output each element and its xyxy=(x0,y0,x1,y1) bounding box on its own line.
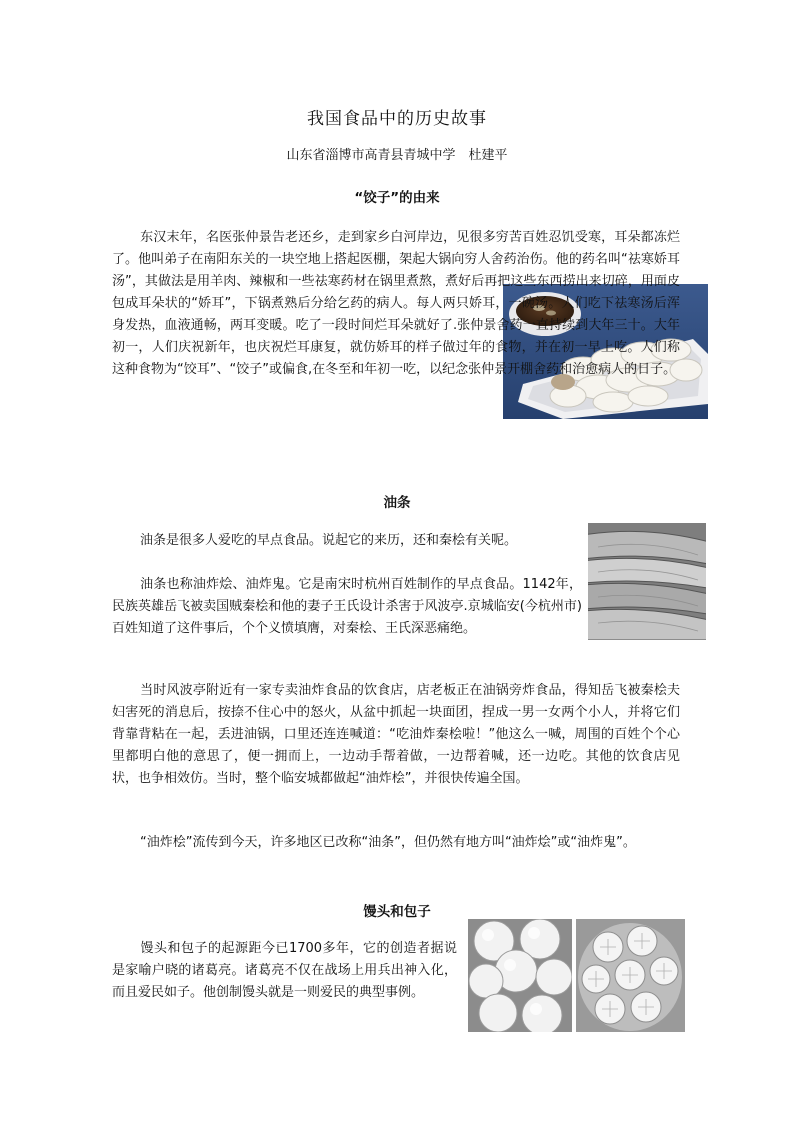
paragraph-text: 馒头和包子的起源距今已1700多年，它的创造者据说是家喻户晓的诸葛亮。诸葛亮不仅在战场上用兵出神入化，而且爱民如子。他创制馒头就是一则爱民的典型事例。 xyxy=(112,941,457,1000)
section-heading-youtiao: 油条 xyxy=(383,495,411,511)
paragraph-text: 东汉末年，名医张仲景告老还乡，走到家乡白河岸边，见很多穷苦百姓忍饥受寒，耳朵都冻烂了。他叫弟子在南阳东关的一块空地上搭起医棚，架起大锅向穷人舍药治伤。他的药名叫“祛寒娇耳汤”，其做法是用羊肉、辣椒和一些祛寒药材在锅里煮熬，煮好后再把这些东西捞出来切碎，用面皮包成耳朵状的“娇耳”，下锅煮熟后分给乞药的病人。每人两只娇耳，一碗汤。人们吃下祛寒汤后浑身发热，血液通畅，两耳变暖。吃了一段时间烂耳朵就好了.张仲景舍药一直持续到大年三十。大年初一，人们庆祝新年，也庆祝烂耳康复，就仿娇耳的样子做过年的食物，并在初一早上吃。人们称这种食物为“饺耳”、“饺子”或偏食,在冬至和年初一吃，以纪念张仲景开棚舍药和治愈病人的日子。 xyxy=(112,230,680,377)
paragraph-text: 油条是很多人爱吃的早点食品。说起它的来历，还和秦桧有关呢。 xyxy=(140,533,518,548)
paragraph xyxy=(112,574,582,640)
author-line: 山东省淄博市高青县青城中学 杜建平 xyxy=(286,148,508,163)
section-heading-dumplings: “饺子”的由来 xyxy=(354,190,440,206)
paragraph-text: 油条也称油炸烩、油炸鬼。它是南宋时杭州百姓制作的早点食品。1142年，民族英雄岳飞被卖国贼秦桧和他的妻子王氏设计杀害于风波亭.京城临安(今杭州市)百姓知道了这件事后，个个义愤填膺，对秦桧、王氏深恶痛绝。 xyxy=(112,577,582,636)
paragraph xyxy=(112,227,680,381)
paragraph xyxy=(112,832,680,854)
section-heading-mantou-baozi: 馒头和包子 xyxy=(363,904,431,920)
youtiao-photo xyxy=(588,523,706,640)
paragraph xyxy=(112,938,457,1004)
document-title: 我国食品中的历史故事 xyxy=(307,109,487,129)
paragraph xyxy=(112,530,582,552)
paragraph-text: “油炸桧”流传到今天，许多地区已改称“油条”，但仍然有地方叫“油炸烩”或“油炸鬼”。 xyxy=(140,835,636,850)
baozi-photo xyxy=(576,919,685,1032)
mantou-photo xyxy=(468,919,572,1032)
paragraph-text: 当时风波亭附近有一家专卖油炸食品的饮食店，店老板正在油锅旁炸食品，得知岳飞被秦桧夫妇害死的消息后，按捺不住心中的怒火，从盆中抓起一块面团，捏成一男一女两个小人，并将它们背靠背粘在一起，丢进油锅，口里还连连喊道：“吃油炸秦桧啦！”他这么一喊，周围的百姓个个心里都明白他的意思了，便一拥而上，一边动手帮着做，一边帮着喊，还一边吃。其他的饮食店见状，也争相效仿。当时，整个临安城都做起“油炸桧”，并很快传遍全国。 xyxy=(112,683,680,786)
paragraph xyxy=(112,680,680,790)
